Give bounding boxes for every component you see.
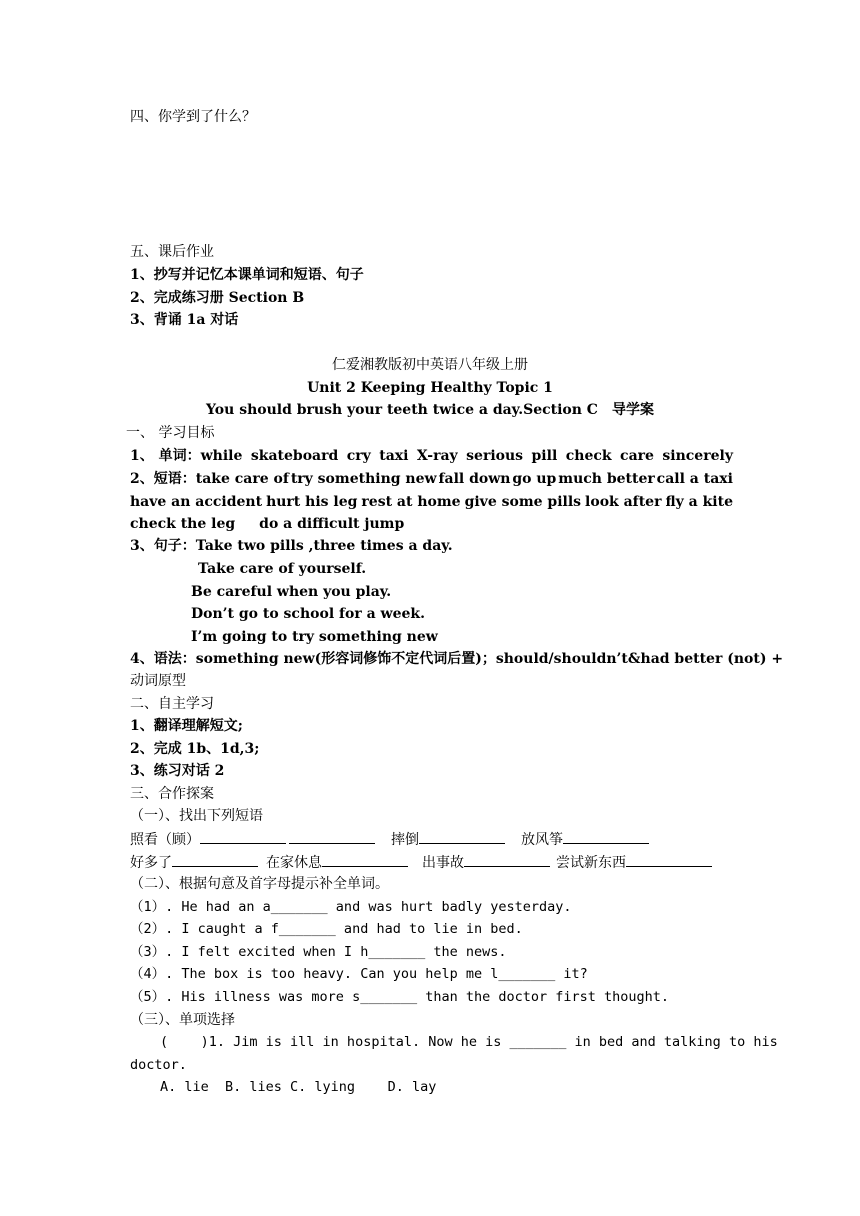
grammar-line: 4、语法：something new(形容词修饰不定代词后置)；should/shouldn’t&had better (not) + xyxy=(130,651,784,667)
section-2-title: 二、自主学习 xyxy=(130,696,214,712)
phrase-row xyxy=(130,492,733,512)
phrase: have an accident xyxy=(130,494,263,510)
phrase: do a difficult jump xyxy=(259,516,405,532)
phrase: hurt his leg xyxy=(266,494,358,510)
answer-blank[interactable] xyxy=(172,852,258,867)
section-1-title: 一、 学习目标 xyxy=(126,425,215,441)
heading-unit: Unit 2 Keeping Healthy Topic 1 xyxy=(307,380,553,396)
vocab-row xyxy=(130,446,733,466)
vocab-word: taxi xyxy=(379,448,409,464)
fill-label: 在家休息 xyxy=(266,855,322,871)
answer-blank[interactable] xyxy=(289,829,375,844)
answer-blank[interactable] xyxy=(322,852,408,867)
sentence: I’m going to try something new xyxy=(191,629,438,645)
vocab-word: while xyxy=(200,448,243,464)
phrase-row xyxy=(130,514,404,534)
exercise-item: （1）. He had an a_______ and was hurt badly yesterday. xyxy=(130,899,572,915)
heading-book: 仁爱湘教版初中英语八年级上册 xyxy=(332,357,528,373)
question-options: A. lie B. lies C. lying D. lay xyxy=(160,1079,437,1095)
fill-label: 尝试新东西 xyxy=(556,855,626,871)
phrase: give some pills xyxy=(464,494,582,510)
fill-label: 摔倒 xyxy=(391,832,419,848)
part-1-title: （一）、找出下列短语 xyxy=(130,808,263,824)
vocab-word: care xyxy=(620,448,654,464)
self-study-item: 2、完成 1b、1d,3; xyxy=(130,741,260,757)
question-line: doctor. xyxy=(130,1057,187,1073)
vocab-prefix: 1、 单词： xyxy=(130,448,201,464)
part-3-title: （三）、单项选择 xyxy=(130,1012,235,1028)
answer-blank[interactable] xyxy=(200,829,286,844)
answer-blank[interactable] xyxy=(626,852,712,867)
section-3-title: 三、合作探案 xyxy=(130,786,214,802)
sentence: Don’t go to school for a week. xyxy=(191,606,426,622)
section-4-title: 四、你学到了什么？ xyxy=(130,109,256,125)
fill-label: 出事故 xyxy=(422,855,464,871)
exercise-item: （2）. I caught a f_______ and had to lie in bed. xyxy=(130,921,523,937)
self-study-item: 1、翻译理解短文; xyxy=(130,718,243,734)
homework-item: 1、抄写并记忆本课单词和短语、句子 xyxy=(130,267,364,283)
phrase: check the leg xyxy=(130,516,236,532)
vocab-word: check xyxy=(565,448,612,464)
sentence: Take two pills ,three times a day. xyxy=(195,538,453,554)
phrase-row xyxy=(130,469,733,489)
question-line: ( )1. Jim is ill in hospital. Now he is _______ in bed and talking to his xyxy=(160,1034,778,1050)
exercise-item: （4）. The box is too heavy. Can you help me l_______ it? xyxy=(130,966,588,982)
vocab-word: serious xyxy=(466,448,524,464)
phrase: go up xyxy=(512,471,557,487)
vocab-word: skateboard xyxy=(250,448,339,464)
answer-blank[interactable] xyxy=(563,829,649,844)
phrase: look after xyxy=(585,494,662,510)
sentence-row xyxy=(130,536,453,556)
phrase: try something new xyxy=(290,471,437,487)
fill-row xyxy=(130,852,712,873)
vocab-word: pill xyxy=(531,448,558,464)
heading-section: You should brush your teeth twice a day.Section C 导学案 xyxy=(206,402,654,418)
answer-blank[interactable] xyxy=(419,829,505,844)
sentence: Take care of yourself. xyxy=(198,561,367,577)
fill-label: 好多了 xyxy=(130,855,172,871)
sentence: Be careful when you play. xyxy=(191,584,392,600)
self-study-item: 3、练习对话 2 xyxy=(130,763,225,779)
phrase: take care of xyxy=(195,471,289,487)
homework-item: 3、背诵 1a 对话 xyxy=(130,312,239,328)
fill-label: 放风筝 xyxy=(521,832,563,848)
exercise-item: （5）. His illness was more s_______ than the doctor first thought. xyxy=(130,989,670,1005)
homework-item: 2、完成练习册 Section B xyxy=(130,290,305,306)
vocab-word: sincerely xyxy=(662,448,733,464)
section-5-title: 五、课后作业 xyxy=(130,244,214,260)
phrase: much better xyxy=(558,471,655,487)
phrase: fly a kite xyxy=(665,494,733,510)
grammar-line: 动词原型 xyxy=(130,673,186,689)
vocab-word: cry xyxy=(346,448,371,464)
fill-label: 照看（顾） xyxy=(130,832,200,848)
fill-row xyxy=(130,829,649,850)
phrase: call a taxi xyxy=(656,471,733,487)
phrase: fall down xyxy=(438,471,511,487)
vocab-word: X-ray xyxy=(416,448,458,464)
phrase: rest at home xyxy=(361,494,461,510)
sentence-prefix: 3、句子： xyxy=(130,538,196,554)
answer-blank[interactable] xyxy=(464,852,550,867)
exercise-item: （3）. I felt excited when I h_______ the news. xyxy=(130,944,507,960)
phrase-prefix: 2、短语： xyxy=(130,471,196,487)
part-2-title: （二）、根据句意及首字母提示补全单词。 xyxy=(130,876,389,892)
